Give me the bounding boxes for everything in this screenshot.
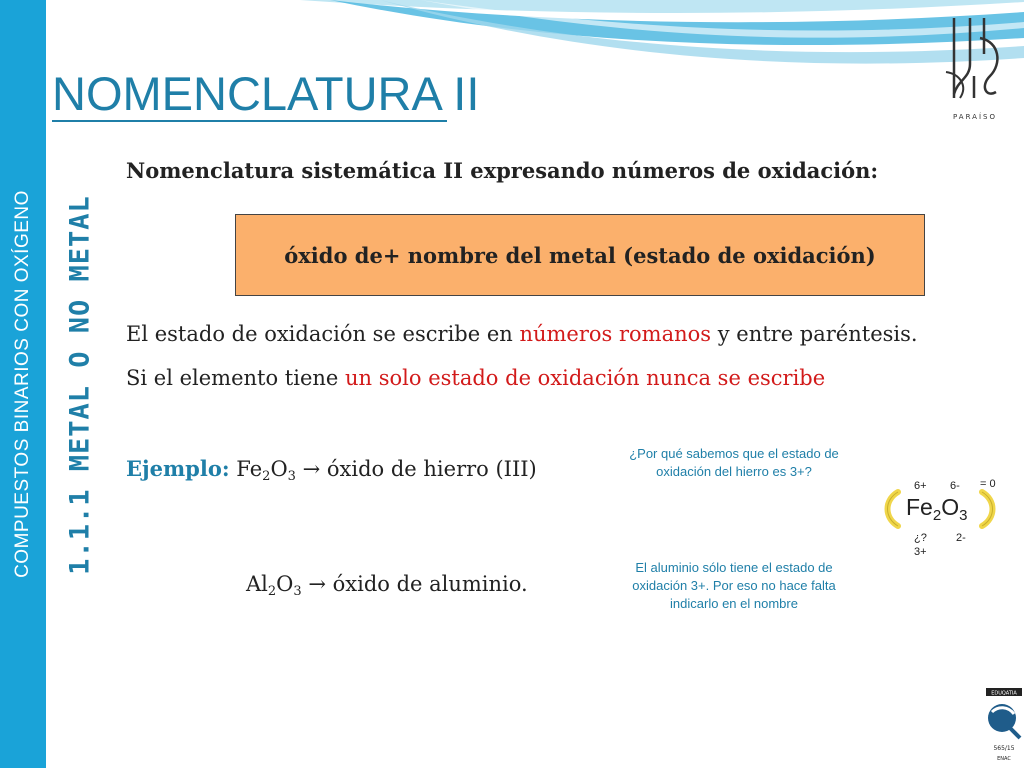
- bottom-fe-charge: 3+: [914, 546, 927, 558]
- example-aluminium-oxide: [246, 572, 528, 599]
- bottom-fe-question: ¿?: [914, 532, 927, 544]
- paraiso-logo: [940, 14, 1010, 124]
- charge-sum: = 0: [980, 478, 996, 490]
- oxidation-diagram: [870, 470, 1020, 565]
- page-title: NOMENCLATURA II: [52, 67, 480, 120]
- ex2-name: → óxido de aluminio.: [301, 572, 528, 596]
- example-iron-oxide: [126, 456, 537, 484]
- cert-enac: ENAC: [997, 756, 1011, 762]
- sidebar: [0, 0, 46, 768]
- formula-rule-text: óxido de+ nombre del metal (estado de oxidación): [284, 242, 876, 268]
- paragraph-single-state: [126, 366, 825, 390]
- certification-badge: [984, 686, 1024, 768]
- para2-before: Si el elemento tiene: [126, 366, 346, 390]
- section-title: 1.1.1 METAL O NO METAL: [64, 195, 96, 575]
- ex2-el2: O: [276, 572, 294, 596]
- title-underline: [52, 120, 447, 122]
- para1-before: El estado de oxidación se escribe en: [126, 322, 520, 346]
- para1-highlight: números romanos: [519, 322, 712, 346]
- diag-sub1: 2: [932, 507, 942, 524]
- paragraph-roman-numerals: [126, 322, 918, 346]
- cert-code: 565/15: [993, 745, 1015, 752]
- note-aluminium: El aluminio sólo tiene el estado de oxidación 3+. Por eso no hace falta indicarlo en el nombre: [632, 560, 836, 611]
- ex1-sub2: 3: [287, 468, 296, 484]
- ex2-sub1: 2: [267, 583, 277, 599]
- diag-sub2: 3: [959, 507, 968, 524]
- ex1-el1: Fe: [236, 457, 263, 481]
- ex1-sub1: 2: [262, 468, 271, 484]
- para1-after: y entre paréntesis.: [711, 322, 918, 346]
- diagram-formula: [906, 494, 967, 524]
- diag-el2: O: [941, 494, 960, 520]
- ex1-name: → óxido de hierro (III): [295, 457, 537, 481]
- ex1-el2: O: [270, 457, 288, 481]
- ex2-sub2: 3: [293, 583, 302, 599]
- subtitle: Nomenclatura sistemática II expresando números de oxidación:: [126, 158, 879, 183]
- sidebar-label: COMPUESTOS BINARIOS CON OXÍGENO: [12, 190, 33, 578]
- example-label: Ejemplo:: [126, 456, 230, 481]
- note-why-iron: ¿Por qué sabemos que el estado de oxidación del hierro es 3+?: [629, 446, 839, 479]
- cert-label-top: EDUQATIA: [991, 690, 1017, 697]
- formula-rule-box: [235, 214, 925, 296]
- para2-highlight: un solo estado de oxidación nunca se escribe: [345, 366, 826, 390]
- ex2-el1: Al: [246, 572, 268, 596]
- bottom-o-charge: 2-: [956, 532, 966, 544]
- top-fe-charge: 6+: [914, 480, 927, 492]
- diag-el1: Fe: [906, 494, 933, 520]
- logo-text: PARAÍSO: [953, 113, 997, 121]
- top-o-charge: 6-: [950, 480, 960, 492]
